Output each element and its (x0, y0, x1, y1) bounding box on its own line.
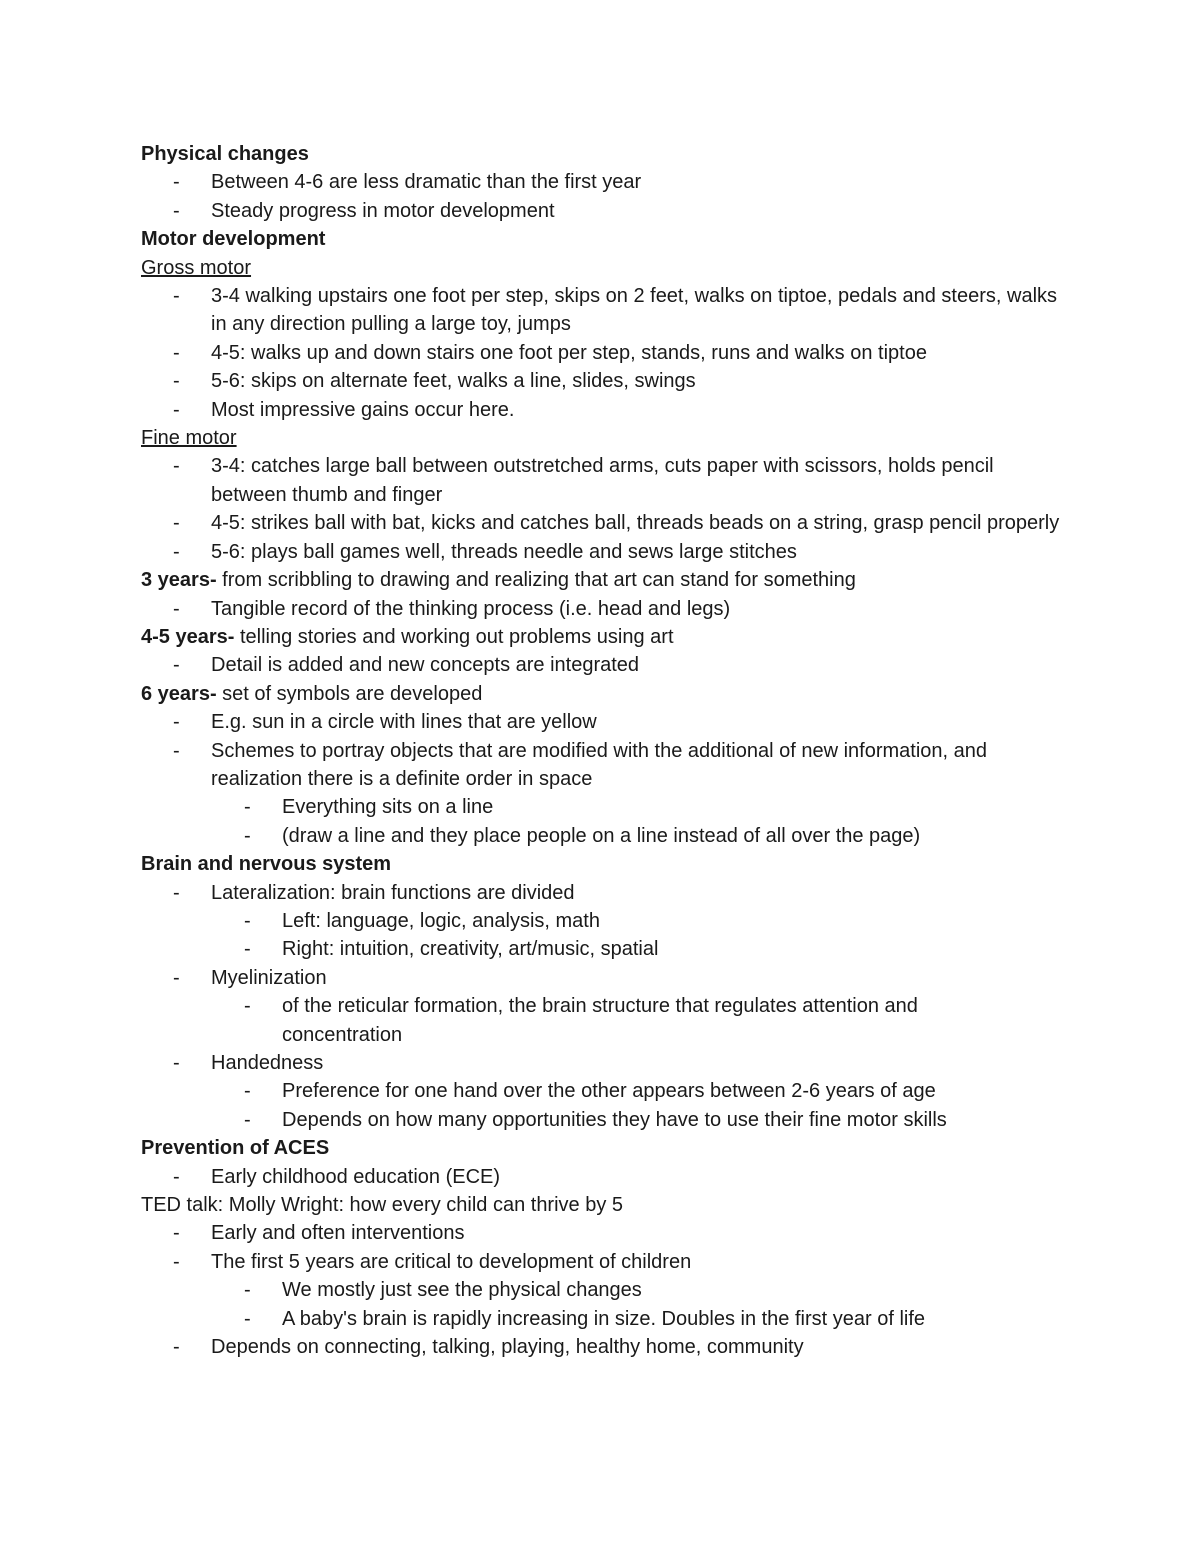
dash-bullet: - (173, 597, 180, 620)
subheading-fine-motor: Fine motor (141, 427, 237, 450)
art-3-years: 3 years- from scribbling to drawing and realizing that art can stand for something (141, 569, 856, 592)
heading-brain-nervous-system: Brain and nervous system (141, 853, 392, 876)
list-item: - Schemes to portray objects that are modified with the additional of new information, and realization there is a definite order in space (141, 737, 1101, 794)
list-item: - Myelinization (141, 964, 1101, 992)
dash-bullet: - (173, 199, 180, 222)
list-item: - Handedness (141, 1049, 1101, 1077)
dash-bullet: - (244, 995, 251, 1018)
dash-bullet: - (173, 1336, 180, 1359)
list-item: - Early and often interventions (141, 1219, 1101, 1247)
list-item: - Early childhood education (ECE) (141, 1163, 1101, 1191)
dash-bullet: - (173, 739, 180, 762)
sub-list-item: - Depends on how many opportunities they have to use their fine motor skills (141, 1106, 1101, 1134)
dash-bullet: - (244, 1307, 251, 1330)
heading-motor-development: Motor development (141, 228, 326, 251)
list-item: - Detail is added and new concepts are integrated (141, 651, 1101, 679)
dash-bullet: - (173, 1250, 180, 1273)
list-item: - The first 5 years are critical to development of children (141, 1248, 1101, 1276)
dash-bullet: - (244, 1108, 251, 1131)
dash-bullet: - (173, 341, 180, 364)
art-6-years: 6 years- set of symbols are developed (141, 682, 483, 705)
sub-list-item: - Preference for one hand over the other appears between 2-6 years of age (141, 1077, 1101, 1105)
dash-bullet: - (173, 966, 180, 989)
dash-bullet: - (244, 824, 251, 847)
list-item: - 3-4: catches large ball between outstretched arms, cuts paper with scissors, holds pencil between thumb and finger (141, 452, 1101, 509)
list-item: - 5-6: skips on alternate feet, walks a line, slides, swings (141, 367, 1101, 395)
document-page (141, 140, 1101, 1361)
dash-bullet: - (173, 654, 180, 677)
list-item: - 3-4 walking upstairs one foot per step, skips on 2 feet, walks on tiptoe, pedals and steers, walks in any direction pulling a large toy, jumps (141, 282, 1101, 339)
dash-bullet: - (173, 512, 180, 535)
list-item: - Steady progress in motor development (141, 197, 1101, 225)
lead-6-years: 6 years- (141, 682, 217, 705)
list-item: - Between 4-6 are less dramatic than the first year (141, 168, 1101, 196)
sub-list-item: - Left: language, logic, analysis, math (141, 907, 1101, 935)
dash-bullet: - (173, 1165, 180, 1188)
ted-talk-title: TED talk: Molly Wright: how every child can thrive by 5 (141, 1194, 624, 1217)
sub-list-item: - Everything sits on a line (141, 793, 1101, 821)
list-item: - 4-5: walks up and down stairs one foot per step, stands, runs and walks on tiptoe (141, 339, 1101, 367)
dash-bullet: - (173, 398, 180, 421)
list-item: - 5-6: plays ball games well, threads needle and sews large stitches (141, 538, 1101, 566)
dash-bullet: - (173, 171, 180, 194)
dash-bullet: - (173, 540, 180, 563)
heading-prevention-aces: Prevention of ACES (141, 1137, 330, 1160)
list-item: - Most impressive gains occur here. (141, 396, 1101, 424)
dash-bullet: - (173, 711, 180, 734)
lead-4-5-years: 4-5 years- (141, 625, 235, 648)
sub-list-item: - (draw a line and they place people on a line instead of all over the page) (141, 822, 1101, 850)
dash-bullet: - (173, 370, 180, 393)
dash-bullet: - (244, 1279, 251, 1302)
heading-physical-changes: Physical changes (141, 143, 309, 165)
sub-list-item: - A baby's brain is rapidly increasing in size. Doubles in the first year of life (141, 1305, 1101, 1333)
sub-list-item: - We mostly just see the physical changes (141, 1276, 1101, 1304)
dash-bullet: - (173, 285, 180, 308)
dash-bullet: - (244, 796, 251, 819)
dash-bullet: - (244, 938, 251, 961)
list-item: - Tangible record of the thinking process (i.e. head and legs) (141, 595, 1101, 623)
list-item: - Depends on connecting, talking, playing, healthy home, community (141, 1333, 1101, 1361)
dash-bullet: - (173, 881, 180, 904)
list-item: - 4-5: strikes ball with bat, kicks and catches ball, threads beads on a string, grasp pencil properly (141, 509, 1101, 537)
art-4-5-years: 4-5 years- telling stories and working out problems using art (141, 625, 674, 648)
list-item: - Lateralization: brain functions are divided (141, 879, 1101, 907)
dash-bullet: - (244, 1080, 251, 1103)
subheading-gross-motor: Gross motor (141, 256, 252, 279)
sub-list-item: - of the reticular formation, the brain structure that regulates attention and concentration (141, 992, 1101, 1049)
list-item: - E.g. sun in a circle with lines that are yellow (141, 708, 1101, 736)
lead-3-years: 3 years- (141, 569, 217, 592)
dash-bullet: - (173, 1052, 180, 1074)
sub-list-item: - Right: intuition, creativity, art/music, spatial (141, 935, 1101, 963)
dash-bullet: - (173, 455, 180, 478)
dash-bullet: - (244, 909, 251, 932)
dash-bullet: - (173, 1222, 180, 1245)
